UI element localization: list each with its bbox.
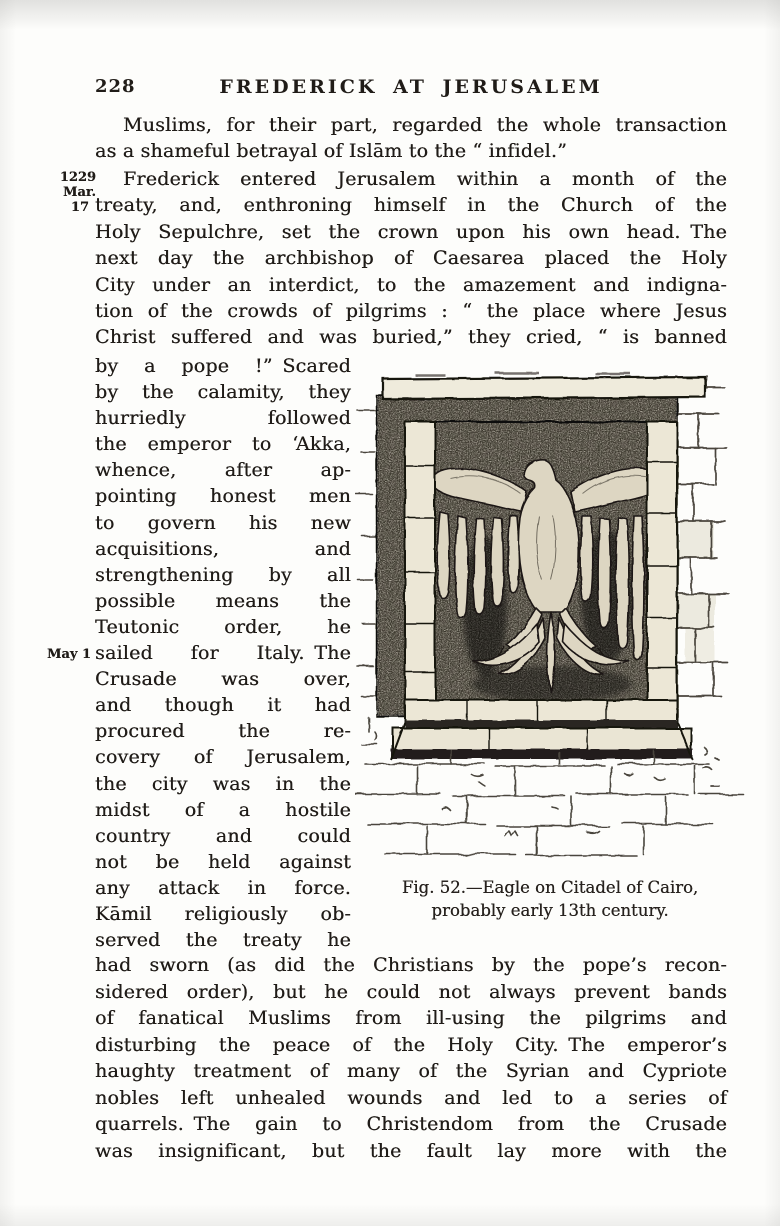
text-line: 1229 [59, 170, 96, 185]
text-line: pointing honest men [95, 485, 351, 508]
margin-note-sail-date: May 1 [47, 647, 91, 662]
text-line: Mar. [63, 185, 96, 200]
text-line: haughty treatment of many of the Syrian and Cypriote [95, 1060, 727, 1082]
text-line: hurriedly followed [95, 407, 351, 430]
text-line: not be held against [95, 850, 351, 873]
text-line: Fig. 52.—Eagle on Citadel of Cairo, [401, 878, 699, 897]
text-line: country and could [95, 824, 351, 847]
text-line: had sworn (as did the Christians by the pope’s recon- [95, 954, 727, 976]
text-line: the city was in the [95, 772, 351, 795]
text-line: tion of the crowds of pilgrims : “ the place where Jesus [95, 299, 727, 322]
text-line: was insignificant, but the fault lay more with the [95, 1139, 727, 1162]
figure [355, 366, 745, 922]
text-line: strengthening by all [95, 563, 351, 586]
text-line: City under an interdict, to the amazement and indigna- [95, 273, 727, 296]
text-line: as a shameful betrayal of Islām to the “ infidel.” [95, 140, 567, 163]
frame-lintel [383, 377, 705, 399]
frame-bottom-row [405, 700, 677, 722]
text-line: of fanatical Muslims from ill-using the pilgrims and [95, 1007, 727, 1029]
text-line: Teutonic order, he [95, 615, 351, 638]
text-line: Kāmil religiously ob- [95, 902, 351, 925]
paragraph-1 [95, 114, 727, 167]
paragraph-2-wrapped-column [95, 355, 351, 955]
text-line: treaty, and, enthroning himself in the Church of the [95, 194, 727, 217]
ledge [393, 728, 691, 750]
text-line: next day the archbishop of Caesarea placed the Holy [95, 247, 727, 270]
text-line: nobles left unhealed wounds and led to a series of [95, 1086, 727, 1109]
text-line: possible means the [95, 589, 351, 612]
figure-caption [355, 877, 745, 922]
wall-masonry-bottom [355, 750, 743, 856]
text-line: Holy Sepulchre, set the crown upon his own head. The [95, 220, 727, 243]
text-line: whence, after ap- [95, 459, 351, 482]
text-line: Crusade was over, [95, 668, 351, 691]
text-line: to govern his new [95, 511, 351, 534]
text-line: any attack in force. [95, 876, 351, 899]
running-title: FREDERICK AT JERUSALEM [219, 76, 603, 98]
text-line: by the calamity, they [95, 381, 351, 404]
text-line: 17 [70, 200, 89, 215]
text-line: served the treaty he [95, 929, 351, 952]
text-line: Muslims, for their part, regarded the whole transaction [123, 114, 727, 136]
margin-note-treaty-date [40, 170, 96, 215]
text-line: acquisitions, and [95, 537, 351, 560]
page-header [95, 76, 727, 102]
text-line: procured the re- [95, 720, 351, 743]
page-number: 228 [95, 76, 136, 97]
frame-left-column [405, 422, 435, 702]
text-line: midst of a hostile [95, 798, 351, 821]
text-line: sidered order), but he could not always prevent bands [95, 980, 727, 1003]
wall-masonry-right [677, 376, 729, 786]
text-line: probably early 13th century. [431, 900, 669, 920]
text-line: the emperor to ‘Akka, [95, 433, 351, 456]
eagle-relief-illustration [355, 366, 745, 866]
text-line: covery of Jerusalem, [95, 746, 351, 769]
paragraph-2-full-width [95, 168, 727, 353]
text-line: by a pope !” Scared [95, 355, 351, 377]
text-line: Frederick entered Jerusalem within a month of the [123, 168, 727, 190]
frame-right-column [647, 422, 677, 702]
text-line: and though it had [95, 694, 351, 717]
text-line: quarrels. The gain to Christendom from the Crusade [95, 1113, 727, 1135]
text-line: disturbing the peace of the Holy City. The emperor’s [95, 1033, 727, 1056]
paragraph-2-continuation [95, 954, 727, 1166]
text-line: sailed for Italy. The [95, 642, 351, 665]
text-line: Christ suffered and was buried,” they cried, “ is banned [95, 326, 727, 349]
